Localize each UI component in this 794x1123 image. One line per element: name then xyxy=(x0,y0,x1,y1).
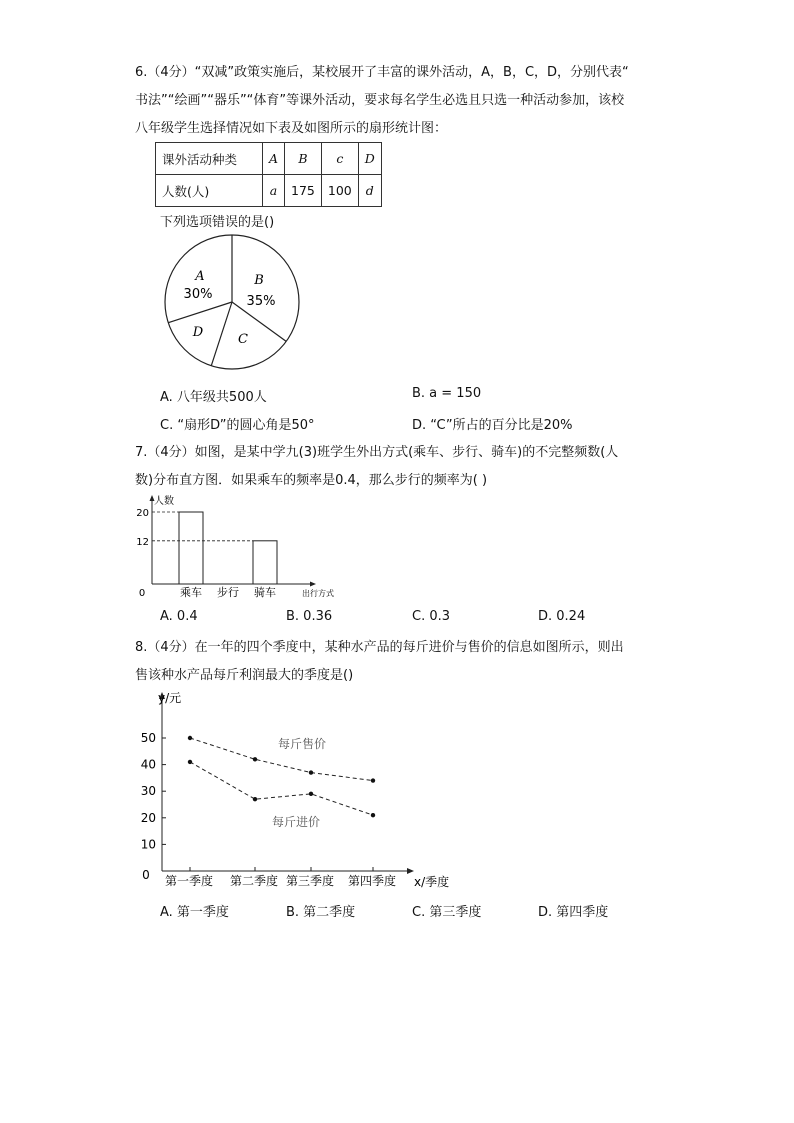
x-axis-arrow xyxy=(407,868,414,874)
y-axis-label: y/元 xyxy=(158,691,182,705)
series-line-1 xyxy=(190,762,373,815)
x-tick-label: 第四季度 xyxy=(347,874,397,888)
table-col-d: D xyxy=(358,143,381,175)
table-row-label: 人数(人) xyxy=(156,175,263,207)
y-tick-label: 10 xyxy=(140,837,156,852)
series-point-0 xyxy=(188,736,192,740)
q6-option-a[interactable]: A. 八年级共500人 xyxy=(160,390,267,405)
x-axis-label: x/季度 xyxy=(414,875,450,889)
series-point-0 xyxy=(371,778,375,782)
series-point-0 xyxy=(253,757,257,761)
x-axis-label: 出行方式 xyxy=(302,589,334,598)
x-tick-label: 第二季度 xyxy=(229,874,279,888)
bar-2 xyxy=(253,541,277,584)
q8-option-c[interactable]: C. 第三季度 xyxy=(412,905,482,920)
pie-percent-b: 35% xyxy=(246,294,276,309)
table-header-label: 课外活动种类 xyxy=(156,143,263,175)
table-col-b: B xyxy=(285,143,322,175)
q7-option-c[interactable]: C. 0.3 xyxy=(412,609,451,624)
activity-table xyxy=(155,142,382,207)
series-point-1 xyxy=(371,813,375,817)
q6-stem-line-1: 6.（4分）“双减”政策实施后，某校展开了丰富的课外活动，A，B，C，D，分别代表“ xyxy=(135,65,629,80)
series-label-buy: 每斤进价 xyxy=(272,815,321,829)
series-point-1 xyxy=(188,760,192,764)
line-chart xyxy=(130,686,470,896)
pie-label-a: A xyxy=(195,269,205,284)
y-tick-label: 50 xyxy=(140,731,156,745)
q7-option-d[interactable]: D. 0.24 xyxy=(538,609,586,624)
q6-stem-line-2: 书法”“绘画”“器乐”“体育”等课外活动，要求每名学生必选且只选一种活动参加，该校 xyxy=(135,93,625,108)
table-value-d: d xyxy=(358,175,381,207)
y-axis-label: 人数 xyxy=(154,496,174,507)
q7-stem-line-1: 7.（4分）如图，是某中学九(3)班学生外出方式(乘车、步行、骑车)的不完整频数(人 xyxy=(135,445,619,460)
q8-option-d[interactable]: D. 第四季度 xyxy=(538,905,609,920)
bar-0 xyxy=(179,512,203,584)
table-value-b: 175 xyxy=(285,175,322,207)
q7-option-b[interactable]: B. 0.36 xyxy=(286,609,333,624)
y-tick-label: 12 xyxy=(136,536,149,548)
histogram-chart xyxy=(132,492,352,602)
q8-stem-line-1: 8.（4分）在一年的四个季度中，某种水产品的每斤进价与售价的信息如图所示，则出 xyxy=(135,640,624,655)
q8-option-b[interactable]: B. 第二季度 xyxy=(286,905,356,920)
x-axis-arrow xyxy=(310,582,316,587)
q6-option-d[interactable]: D. “C”所占的百分比是20% xyxy=(412,418,573,433)
series-label-sell: 每斤售价 xyxy=(278,737,327,751)
q6-prompt: 下列选项错误的是() xyxy=(160,215,275,230)
series-point-1 xyxy=(309,792,313,796)
x-tick-label: 第三季度 xyxy=(285,874,335,888)
origin-label: 0 xyxy=(138,588,146,599)
y-tick-label: 40 xyxy=(140,757,156,772)
pie-percent-a: 30% xyxy=(183,287,213,302)
q6-option-c[interactable]: C. “扇形D”的圆心角是50° xyxy=(160,418,315,433)
q7-option-a[interactable]: A. 0.4 xyxy=(160,609,198,624)
y-tick-label: 30 xyxy=(140,784,156,799)
category-label: 步行 xyxy=(217,586,239,599)
q8-option-a[interactable]: A. 第一季度 xyxy=(160,905,229,920)
y-tick-label: 20 xyxy=(140,810,156,825)
pie-chart xyxy=(162,232,302,372)
x-tick-label: 第一季度 xyxy=(164,874,214,888)
y-tick-label: 20 xyxy=(136,508,149,519)
pie-label-b: B xyxy=(254,273,264,288)
series-point-1 xyxy=(253,797,257,801)
q8-stem-line-2: 售该种水产品每斤利润最大的季度是() xyxy=(135,668,354,683)
table-row xyxy=(156,143,382,175)
pie-slice-divider xyxy=(168,302,232,323)
table-col-a: A xyxy=(263,143,285,175)
table-value-a: a xyxy=(263,175,285,207)
q6-stem-line-3: 八年级学生选择情况如下表及如图所示的扇形统计图： xyxy=(135,121,448,136)
pie-label-d: D xyxy=(192,325,204,340)
category-label: 乘车 xyxy=(180,586,202,599)
q7-stem-line-2: 数)分布直方图．如果乘车的频率是0.4，那么步行的频率为( ) xyxy=(135,473,488,488)
table-row xyxy=(156,175,382,207)
q6-option-b[interactable]: B. a = 150 xyxy=(412,386,482,401)
table-col-c: c xyxy=(321,143,358,175)
pie-label-c: C xyxy=(238,332,248,347)
series-point-0 xyxy=(309,770,313,774)
table-value-c: 100 xyxy=(321,175,358,207)
origin-label: 0 xyxy=(142,868,150,882)
category-label: 骑车 xyxy=(254,586,276,599)
pie-slice-divider xyxy=(211,302,232,366)
